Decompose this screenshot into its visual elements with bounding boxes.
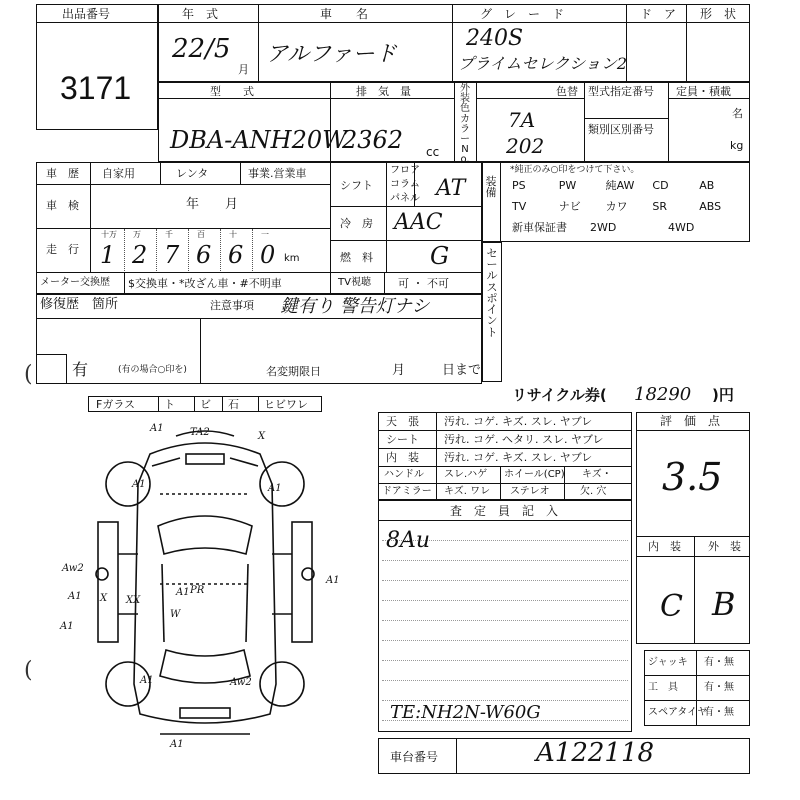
- mileage-unit-label: 十: [229, 230, 237, 239]
- private-use-label: 自家用: [102, 167, 135, 180]
- interior-value: C: [660, 589, 683, 624]
- condition-row-label: 内 装: [386, 451, 419, 464]
- equipment-item: TV: [512, 200, 527, 213]
- equipment-item: 2WD: [590, 221, 617, 234]
- color-value-1: 7A: [508, 108, 536, 132]
- sales-point-label: セールスポイント: [486, 247, 498, 339]
- equipment-item: カワ: [605, 200, 628, 213]
- tool-label: スペアタイヤ: [648, 707, 708, 718]
- equipment-item: 4WD: [668, 221, 695, 234]
- km-unit: km: [284, 253, 300, 264]
- grade-line2: プライムセレクション2: [458, 54, 628, 73]
- equipment-item: 純AW: [605, 179, 635, 192]
- ruled-line: [382, 640, 628, 641]
- ruled-line: [382, 560, 628, 561]
- damage-note: A1: [132, 479, 146, 490]
- fuel-label: 燃 料: [340, 251, 373, 264]
- recycle-label: リサイクル券(: [512, 386, 607, 404]
- glass-row: [88, 396, 322, 412]
- shift-value: AT: [436, 176, 466, 201]
- repair-has-label: 有: [72, 360, 89, 379]
- floor-label: フロア: [390, 165, 420, 176]
- equipment-item: SR: [652, 200, 668, 213]
- rating-score: 3.5: [662, 455, 723, 499]
- exterior-label: 外 装: [708, 540, 741, 553]
- equipment-item: ABS: [699, 200, 722, 213]
- tools-rows: [644, 650, 750, 726]
- damage-note: A1: [176, 587, 190, 598]
- shape-label: 形 状: [700, 7, 737, 21]
- displacement-value: 2362: [342, 126, 404, 154]
- damage-note: A1: [326, 575, 340, 586]
- damage-note: Aw2: [230, 677, 252, 688]
- tv-options: 可 ・ 不可: [398, 277, 449, 290]
- wheel-label: ホイール(CP): [504, 469, 565, 480]
- equipment-item: AB: [699, 179, 715, 192]
- ruled-line: [382, 680, 628, 681]
- damage-note: Aw2: [62, 563, 84, 574]
- equipment-item: ナビ: [558, 200, 581, 213]
- margin-mark: (: [24, 362, 33, 387]
- glass-divider: [258, 396, 259, 412]
- fuel-value: G: [430, 242, 450, 270]
- rental-label: レンタ: [176, 167, 209, 180]
- mileage-digit: 6: [228, 241, 244, 269]
- deadline-month: 月: [392, 363, 406, 378]
- condition-row-items: 汚れ. コゲ. キズ. スレ. ヤブレ: [444, 451, 593, 464]
- tool-option: 有・無: [704, 657, 734, 668]
- repair-label: 修復歴 箇所: [40, 297, 119, 312]
- equipment-item: CD: [652, 179, 669, 192]
- damage-note: A1: [140, 675, 154, 686]
- ruled-line: [382, 580, 628, 581]
- mileage-divider: [124, 229, 125, 271]
- glass-option: ヒビワレ: [264, 398, 308, 411]
- car-name: アルファード: [266, 42, 397, 67]
- condition-rows: [378, 412, 632, 466]
- chassis-value: A122118: [536, 738, 655, 768]
- deadline-label: 名変期限日: [266, 365, 321, 378]
- panel-label: パネル: [390, 193, 420, 204]
- tool-label: ジャッキ: [648, 657, 688, 668]
- mileage-row: [92, 229, 328, 271]
- tool-option: 有・無: [704, 682, 734, 693]
- inspector-line-2: TE:NH2N-W60G: [390, 702, 541, 723]
- damage-note: A1: [68, 591, 82, 602]
- mileage-divider: [188, 229, 189, 271]
- mileage-digit: 2: [132, 241, 148, 269]
- damage-note: XX: [126, 595, 141, 606]
- stereo-label: ステレオ: [510, 486, 550, 497]
- column-label: コラム: [390, 179, 420, 190]
- glass-divider: [222, 396, 223, 412]
- tool-label: 工 具: [648, 682, 678, 693]
- type-designation-label: 型式指定番号: [588, 85, 654, 98]
- ac-value: AAC: [394, 210, 443, 235]
- year-label: 年 式: [182, 7, 219, 21]
- capacity-label: 定員・積載: [676, 85, 731, 98]
- equipment-item: PS: [512, 179, 526, 192]
- ac-label: 冷 房: [340, 217, 373, 230]
- glass-option: ビ: [200, 398, 211, 411]
- displacement-label: 排 気 量: [356, 85, 411, 98]
- wheel-items: キズ・: [582, 469, 612, 480]
- color-value-2: 202: [506, 134, 545, 158]
- grade-line1: 240S: [466, 26, 524, 51]
- ruled-line: [382, 600, 628, 601]
- damage-note: PR: [190, 585, 205, 596]
- equipment-note: *純正のみ○印をつけて下さい。: [510, 165, 640, 175]
- damage-note: W: [170, 609, 181, 620]
- meter-exchange-label: メーター交換歴: [40, 277, 110, 288]
- load-unit: kg: [730, 139, 744, 152]
- grade-label: グ レ ー ド: [480, 7, 565, 21]
- damage-note: TA2: [190, 427, 210, 438]
- notes-value: 鍵有り 警告灯ナシ: [280, 296, 430, 317]
- color-change-label: 色替: [556, 85, 578, 98]
- mileage-digit: 7: [164, 241, 180, 269]
- equipment-row-2: [510, 199, 744, 215]
- glass-option: 石: [228, 398, 239, 411]
- inspection-label: 車 検: [46, 199, 79, 212]
- stereo-items: 欠. 穴: [580, 486, 607, 497]
- equipment-item: 新車保証書: [512, 221, 567, 234]
- category-number-label: 類別区別番号: [588, 123, 654, 136]
- inspector-label: 査 定 員 記 入: [450, 504, 559, 518]
- deadline-day: 日まで: [442, 363, 482, 378]
- mirror-items: キズ. ワレ: [444, 486, 491, 497]
- mileage-label: 走 行: [46, 243, 79, 256]
- mileage-digit: 6: [196, 241, 212, 269]
- mileage-unit-label: 万: [133, 230, 141, 239]
- chassis-label: 車台番号: [390, 750, 439, 764]
- condition-row-label: シート: [386, 433, 419, 446]
- mileage-unit-label: 百: [197, 230, 205, 239]
- model-label: 型 式: [210, 85, 254, 98]
- handle-label: ハンドル: [384, 469, 424, 480]
- diagram-notes: [40, 414, 370, 754]
- ruled-line: [382, 620, 628, 621]
- margin-mark-2: (: [24, 658, 33, 683]
- exterior-color-label: 外装色カラーNo.: [460, 83, 470, 166]
- repair-has-note: (有の場合○印を): [118, 365, 187, 375]
- glass-option: ト: [164, 398, 175, 411]
- month-unit: 月: [238, 63, 249, 76]
- equipment-row-1: [510, 178, 744, 194]
- cc-unit: cc: [426, 145, 440, 159]
- equipment-side-label: 装備: [485, 175, 497, 200]
- damage-note: A1: [268, 483, 282, 494]
- notes-label: 注意事項: [210, 299, 254, 312]
- tool-option: 有・無: [704, 707, 734, 718]
- mileage-unit-label: 千: [165, 230, 173, 239]
- tv-label: TV視聴: [338, 277, 371, 288]
- year-value: 22/5: [172, 34, 231, 64]
- recycle-unit: )円: [712, 386, 734, 404]
- equipment-row-3: [510, 220, 744, 236]
- lot-number: 3171: [60, 70, 132, 106]
- glass-divider: [158, 396, 159, 412]
- lot-label: 出品番号: [62, 7, 111, 21]
- inspector-line-1: 8Au: [386, 528, 431, 553]
- rating-label: 評 価 点: [660, 414, 721, 428]
- condition-row-label: 天 張: [386, 415, 419, 428]
- condition-row-items: 汚れ. コゲ. キズ. スレ. ヤブレ: [444, 415, 593, 428]
- damage-note: A1: [170, 739, 184, 750]
- equipment-item: PW: [558, 179, 577, 192]
- damage-note: X: [258, 431, 266, 442]
- business-label: 事業.営業車: [248, 167, 307, 180]
- model-value: DBA-ANH20W: [170, 126, 347, 154]
- door-label: ド ア: [640, 7, 677, 21]
- glass-option: Fガラス: [96, 398, 135, 411]
- mileage-divider: [156, 229, 157, 271]
- glass-divider: [194, 396, 195, 412]
- mileage-divider: [252, 229, 253, 271]
- interior-label: 内 装: [648, 540, 681, 553]
- capacity-unit: 名: [732, 107, 743, 120]
- history-label: 車 歴: [46, 167, 79, 180]
- mirror-label: ドアミラー: [382, 486, 432, 497]
- mileage-digit: 1: [100, 241, 116, 269]
- meter-note: $交換車・*改ざん車・#不明車: [128, 277, 282, 290]
- mileage-divider: [220, 229, 221, 271]
- ruled-line: [382, 700, 628, 701]
- condition-row-items: 汚れ. コゲ. ヘタリ. スレ. ヤブレ: [444, 433, 604, 446]
- inspection-year-month: 年 月: [186, 197, 239, 212]
- mileage-unit-label: 一: [261, 230, 269, 239]
- mileage-unit-label: 十万: [101, 230, 117, 239]
- mileage-digit: 0: [260, 241, 276, 269]
- shift-label: シフト: [340, 179, 373, 192]
- damage-note: A1: [150, 423, 164, 434]
- exterior-value: B: [712, 585, 736, 623]
- damage-note: A1: [60, 621, 74, 632]
- ruled-line: [382, 660, 628, 661]
- damage-note: X: [100, 593, 108, 604]
- handle-items: スレ.ハゲ: [444, 469, 488, 480]
- recycle-value: 18290: [634, 384, 692, 405]
- name-label: 車 名: [320, 7, 369, 21]
